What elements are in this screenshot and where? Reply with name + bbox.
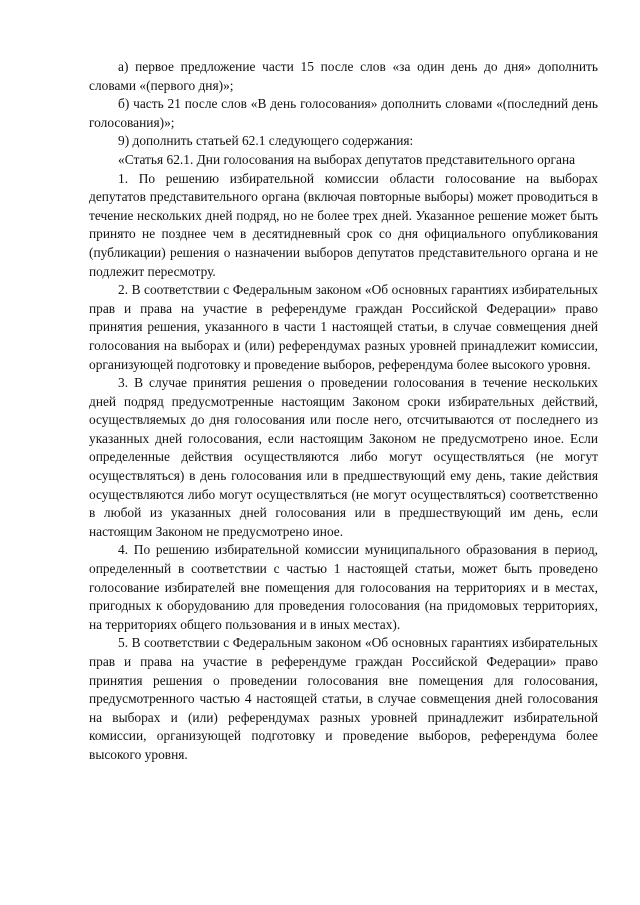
paragraph-part-4: 4. По решению избирательной комиссии муниципального образования в период, определенный в соответствии с частью 1 настоящей статьи, может быть проведено голосование избирателей вне помещения для голосования на территориях и в местах, пригодных к оборудованию для проведения голосования (на придомовых территориях, на территориях общего пользования и в иных местах). <box>89 542 598 632</box>
paragraph-part-2: 2. В соответствии с Федеральным законом «Об основных гарантиях избирательных прав и права на участие в референдуме граждан Российской Федерации» право принятия решения, указанного в части 1 настоящей статьи, в случае совмещения дней голосования на выборах и (или) референдумах разных уровней принадлежит комиссии, организующей подготовку и проведение выборов, референдума более высокого уровня. <box>89 282 598 372</box>
paragraph-part-1: 1. По решению избирательной комиссии области голосование на выборах депутатов представительного органа (включая повторные выборы) может проводиться в течение нескольких дней подряд, но не более трех дней. Указанное решение может быть принято не позднее чем в десятидневный срок со дня официального опубликования (публикации) решения о назначении выборов депутатов представительного органа и не подлежит пересмотру. <box>89 170 598 279</box>
paragraph-part-5: 5. В соответствии с Федеральным законом «Об основных гарантиях избирательных прав и права на участие в референдуме граждан Российской Федерации» право принятия решения о проведении голосования вне помещения для голосования, предусмотренного частью 4 настоящей статьи, в случае совмещения дней голосования на выборах и (или) референдумах разных уровней принадлежит избирательной комиссии, организующей подготовку и проведение выборов, референдума более высокого уровня. <box>89 635 598 762</box>
article-heading: «Статья 62.1. Дни голосования на выборах депутатов представительного органа <box>118 151 576 167</box>
paragraph-item-9: 9) дополнить статьей 62.1 следующего содержания: <box>118 133 414 149</box>
paragraph-part-3: 3. В случае принятия решения о проведении голосования в течение нескольких дней подряд предусмотренные настоящим Законом сроки избирательных действий, осуществляемых до дня голосования или после него, отсчитываются от последнего из указанных дней голосования, если настоящим Законом не предусмотрено иное. Если определенные действия осуществляются либо могут осуществляться (не могут осуществляться) в день голосования или в предшествующий ему день, такие действия осуществляются либо могут осуществляться (не могут осуществляться) соответственно в любой из указанных дней голосования или в предшествующий им день, если настоящим Законом не предусмотрено иное. <box>89 375 598 539</box>
paragraph-amendment-a: а) первое предложение части 15 после слов «за один день до дня» дополнить словами «(первого дня)»; <box>89 59 598 93</box>
paragraph-amendment-b: б) часть 21 после слов «В день голосования» дополнить словами «(последний день голосования)»; <box>89 96 598 130</box>
